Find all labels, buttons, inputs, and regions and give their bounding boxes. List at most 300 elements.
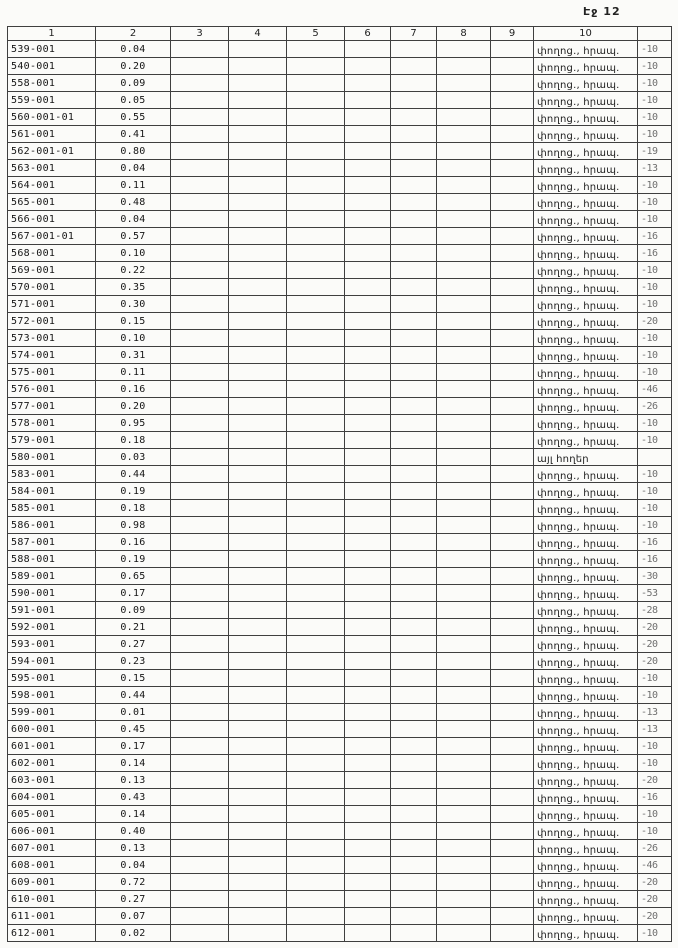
margin-mark: -46 bbox=[638, 857, 672, 874]
table-row bbox=[8, 670, 672, 687]
empty-cell bbox=[345, 823, 391, 840]
empty-cell bbox=[391, 806, 437, 823]
table-row bbox=[8, 449, 672, 466]
empty-cell bbox=[345, 687, 391, 704]
table-row bbox=[8, 551, 672, 568]
area-value-cell: 0.57 bbox=[96, 228, 171, 245]
empty-cell bbox=[391, 636, 437, 653]
area-value-cell: 0.15 bbox=[96, 313, 171, 330]
empty-cell bbox=[345, 296, 391, 313]
empty-cell bbox=[171, 143, 229, 160]
margin-mark: -20 bbox=[638, 891, 672, 908]
empty-cell bbox=[491, 568, 534, 585]
land-use-cell: փողոց., հրապ. bbox=[534, 585, 638, 602]
empty-cell bbox=[491, 58, 534, 75]
land-use-cell: փողոց., հրապ. bbox=[534, 262, 638, 279]
empty-cell bbox=[437, 126, 491, 143]
land-use-cell: փողոց., հրապ. bbox=[534, 602, 638, 619]
table-row bbox=[8, 313, 672, 330]
parcel-code-cell: 574-001 bbox=[8, 347, 96, 364]
empty-cell bbox=[437, 279, 491, 296]
empty-cell bbox=[491, 534, 534, 551]
land-use-cell: փողոց., հրապ. bbox=[534, 58, 638, 75]
column-header-8: 8 bbox=[437, 27, 491, 41]
area-value-cell: 0.13 bbox=[96, 772, 171, 789]
empty-cell bbox=[391, 619, 437, 636]
land-use-cell: փողոց., հրապ. bbox=[534, 279, 638, 296]
empty-cell bbox=[229, 211, 287, 228]
area-value-cell: 0.15 bbox=[96, 670, 171, 687]
empty-cell bbox=[391, 347, 437, 364]
table-row bbox=[8, 466, 672, 483]
empty-cell bbox=[229, 908, 287, 925]
area-value-cell: 0.65 bbox=[96, 568, 171, 585]
empty-cell bbox=[171, 126, 229, 143]
parcel-code-cell: 569-001 bbox=[8, 262, 96, 279]
empty-cell bbox=[437, 143, 491, 160]
empty-cell bbox=[345, 755, 391, 772]
empty-cell bbox=[171, 840, 229, 857]
parcel-code-cell: 567-001-01 bbox=[8, 228, 96, 245]
empty-cell bbox=[491, 891, 534, 908]
empty-cell bbox=[229, 58, 287, 75]
empty-cell bbox=[391, 41, 437, 58]
table-row bbox=[8, 823, 672, 840]
area-value-cell: 0.17 bbox=[96, 738, 171, 755]
empty-cell bbox=[171, 551, 229, 568]
margin-mark: -10 bbox=[638, 211, 672, 228]
area-value-cell: 0.19 bbox=[96, 483, 171, 500]
empty-cell bbox=[391, 398, 437, 415]
table-row bbox=[8, 330, 672, 347]
empty-cell bbox=[437, 738, 491, 755]
empty-cell bbox=[171, 432, 229, 449]
parcel-code-cell: 610-001 bbox=[8, 891, 96, 908]
table-row bbox=[8, 925, 672, 942]
empty-cell bbox=[229, 41, 287, 58]
table-row bbox=[8, 143, 672, 160]
empty-cell bbox=[437, 874, 491, 891]
area-value-cell: 0.80 bbox=[96, 143, 171, 160]
margin-mark: -10 bbox=[638, 738, 672, 755]
margin-mark: -20 bbox=[638, 772, 672, 789]
empty-cell bbox=[391, 925, 437, 942]
empty-cell bbox=[437, 296, 491, 313]
table-row bbox=[8, 687, 672, 704]
empty-cell bbox=[229, 279, 287, 296]
empty-cell bbox=[171, 313, 229, 330]
empty-cell bbox=[437, 466, 491, 483]
empty-cell bbox=[171, 534, 229, 551]
empty-cell bbox=[345, 568, 391, 585]
empty-cell bbox=[391, 109, 437, 126]
empty-cell bbox=[491, 517, 534, 534]
empty-cell bbox=[391, 364, 437, 381]
area-value-cell: 0.27 bbox=[96, 891, 171, 908]
empty-cell bbox=[345, 772, 391, 789]
empty-cell bbox=[171, 755, 229, 772]
empty-cell bbox=[437, 262, 491, 279]
empty-cell bbox=[437, 177, 491, 194]
land-use-cell: փողոց., հրապ. bbox=[534, 517, 638, 534]
empty-cell bbox=[391, 466, 437, 483]
table-row bbox=[8, 483, 672, 500]
empty-cell bbox=[345, 925, 391, 942]
empty-cell bbox=[391, 58, 437, 75]
empty-cell bbox=[345, 262, 391, 279]
empty-cell bbox=[391, 874, 437, 891]
empty-cell bbox=[391, 772, 437, 789]
area-value-cell: 0.44 bbox=[96, 466, 171, 483]
column-header-4: 4 bbox=[229, 27, 287, 41]
empty-cell bbox=[345, 398, 391, 415]
empty-cell bbox=[171, 279, 229, 296]
parcel-code-cell: 590-001 bbox=[8, 585, 96, 602]
table-row bbox=[8, 534, 672, 551]
empty-cell bbox=[171, 500, 229, 517]
table-row bbox=[8, 704, 672, 721]
land-use-cell: փողոց., հրապ. bbox=[534, 347, 638, 364]
margin-mark: -10 bbox=[638, 432, 672, 449]
area-value-cell: 0.14 bbox=[96, 806, 171, 823]
empty-cell bbox=[345, 75, 391, 92]
empty-cell bbox=[345, 126, 391, 143]
empty-cell bbox=[229, 313, 287, 330]
empty-cell bbox=[437, 585, 491, 602]
column-header-9: 9 bbox=[491, 27, 534, 41]
margin-mark: -10 bbox=[638, 466, 672, 483]
empty-cell bbox=[345, 704, 391, 721]
empty-cell bbox=[491, 279, 534, 296]
empty-cell bbox=[287, 313, 345, 330]
land-use-cell: փողոց., հրապ. bbox=[534, 160, 638, 177]
empty-cell bbox=[491, 228, 534, 245]
empty-cell bbox=[229, 177, 287, 194]
table-row bbox=[8, 432, 672, 449]
parcel-code-cell: 599-001 bbox=[8, 704, 96, 721]
land-use-cell: փողոց., հրապ. bbox=[534, 228, 638, 245]
empty-cell bbox=[287, 806, 345, 823]
area-value-cell: 0.44 bbox=[96, 687, 171, 704]
empty-cell bbox=[229, 143, 287, 160]
parcel-code-cell: 540-001 bbox=[8, 58, 96, 75]
margin-mark: -30 bbox=[638, 568, 672, 585]
table-row bbox=[8, 228, 672, 245]
empty-cell bbox=[171, 449, 229, 466]
empty-cell bbox=[391, 177, 437, 194]
margin-mark: -10 bbox=[638, 483, 672, 500]
empty-cell bbox=[287, 602, 345, 619]
empty-cell bbox=[287, 211, 345, 228]
table-row bbox=[8, 568, 672, 585]
empty-cell bbox=[171, 75, 229, 92]
parcel-code-cell: 577-001 bbox=[8, 398, 96, 415]
table-row bbox=[8, 381, 672, 398]
empty-cell bbox=[171, 398, 229, 415]
empty-cell bbox=[437, 432, 491, 449]
empty-cell bbox=[345, 585, 391, 602]
empty-cell bbox=[345, 840, 391, 857]
empty-cell bbox=[437, 925, 491, 942]
land-use-cell: փողոց., հրապ. bbox=[534, 75, 638, 92]
area-value-cell: 0.18 bbox=[96, 500, 171, 517]
empty-cell bbox=[391, 670, 437, 687]
land-use-cell: փողոց., հրապ. bbox=[534, 806, 638, 823]
empty-cell bbox=[491, 432, 534, 449]
table-row bbox=[8, 738, 672, 755]
empty-cell bbox=[287, 415, 345, 432]
empty-cell bbox=[491, 415, 534, 432]
empty-cell bbox=[437, 704, 491, 721]
empty-cell bbox=[345, 160, 391, 177]
area-value-cell: 0.16 bbox=[96, 381, 171, 398]
empty-cell bbox=[437, 534, 491, 551]
table-row bbox=[8, 772, 672, 789]
empty-cell bbox=[437, 653, 491, 670]
land-use-cell: փողոց., հրապ. bbox=[534, 245, 638, 262]
empty-cell bbox=[229, 75, 287, 92]
empty-cell bbox=[345, 109, 391, 126]
land-use-cell: փողոց., հրապ. bbox=[534, 330, 638, 347]
margin-mark: -10 bbox=[638, 109, 672, 126]
empty-cell bbox=[345, 449, 391, 466]
parcel-code-cell: 609-001 bbox=[8, 874, 96, 891]
empty-cell bbox=[437, 160, 491, 177]
margin-mark: -10 bbox=[638, 806, 672, 823]
empty-cell bbox=[287, 925, 345, 942]
empty-cell bbox=[171, 245, 229, 262]
empty-cell bbox=[491, 160, 534, 177]
parcel-code-cell: 570-001 bbox=[8, 279, 96, 296]
empty-cell bbox=[345, 194, 391, 211]
area-value-cell: 0.20 bbox=[96, 58, 171, 75]
area-value-cell: 0.23 bbox=[96, 653, 171, 670]
empty-cell bbox=[391, 330, 437, 347]
empty-cell bbox=[229, 296, 287, 313]
area-value-cell: 0.31 bbox=[96, 347, 171, 364]
empty-cell bbox=[437, 109, 491, 126]
empty-cell bbox=[345, 313, 391, 330]
margin-mark: -10 bbox=[638, 364, 672, 381]
empty-cell bbox=[171, 823, 229, 840]
empty-cell bbox=[345, 228, 391, 245]
margin-mark: -53 bbox=[638, 585, 672, 602]
parcel-code-cell: 568-001 bbox=[8, 245, 96, 262]
empty-cell bbox=[491, 177, 534, 194]
empty-cell bbox=[345, 619, 391, 636]
empty-cell bbox=[287, 262, 345, 279]
empty-cell bbox=[229, 568, 287, 585]
empty-cell bbox=[287, 670, 345, 687]
empty-cell bbox=[287, 789, 345, 806]
parcel-code-cell: 611-001 bbox=[8, 908, 96, 925]
parcel-code-cell: 576-001 bbox=[8, 381, 96, 398]
empty-cell bbox=[391, 585, 437, 602]
empty-cell bbox=[437, 415, 491, 432]
margin-mark: -10 bbox=[638, 296, 672, 313]
empty-cell bbox=[171, 364, 229, 381]
margin-mark: -10 bbox=[638, 279, 672, 296]
empty-cell bbox=[437, 245, 491, 262]
column-header-1: 1 bbox=[8, 27, 96, 41]
area-value-cell: 0.18 bbox=[96, 432, 171, 449]
empty-cell bbox=[287, 483, 345, 500]
margin-mark: -19 bbox=[638, 143, 672, 160]
empty-cell bbox=[171, 806, 229, 823]
empty-cell bbox=[287, 143, 345, 160]
empty-cell bbox=[491, 194, 534, 211]
table-row bbox=[8, 92, 672, 109]
area-value-cell: 0.21 bbox=[96, 619, 171, 636]
empty-cell bbox=[287, 347, 345, 364]
empty-cell bbox=[345, 670, 391, 687]
empty-cell bbox=[345, 347, 391, 364]
empty-cell bbox=[229, 245, 287, 262]
empty-cell bbox=[491, 721, 534, 738]
empty-cell bbox=[287, 41, 345, 58]
empty-cell bbox=[491, 755, 534, 772]
empty-cell bbox=[229, 449, 287, 466]
empty-cell bbox=[345, 602, 391, 619]
empty-cell bbox=[437, 602, 491, 619]
area-value-cell: 0.04 bbox=[96, 160, 171, 177]
column-header-7: 7 bbox=[391, 27, 437, 41]
margin-mark: -20 bbox=[638, 653, 672, 670]
empty-cell bbox=[287, 109, 345, 126]
area-value-cell: 0.14 bbox=[96, 755, 171, 772]
land-use-cell: փողոց., հրապ. bbox=[534, 109, 638, 126]
land-use-cell: փողոց., հրապ. bbox=[534, 908, 638, 925]
empty-cell bbox=[287, 568, 345, 585]
empty-cell bbox=[437, 857, 491, 874]
empty-cell bbox=[391, 313, 437, 330]
empty-cell bbox=[391, 262, 437, 279]
margin-mark: -10 bbox=[638, 75, 672, 92]
empty-cell bbox=[491, 92, 534, 109]
empty-cell bbox=[437, 551, 491, 568]
empty-cell bbox=[391, 908, 437, 925]
parcel-code-cell: 594-001 bbox=[8, 653, 96, 670]
empty-cell bbox=[491, 806, 534, 823]
land-use-cell: փողոց., հրապ. bbox=[534, 823, 638, 840]
land-use-cell: փողոց., հրապ. bbox=[534, 432, 638, 449]
empty-cell bbox=[437, 330, 491, 347]
land-use-cell: փողոց., հրապ. bbox=[534, 721, 638, 738]
empty-cell bbox=[437, 500, 491, 517]
empty-cell bbox=[229, 738, 287, 755]
land-use-cell: փողոց., հրապ. bbox=[534, 925, 638, 942]
empty-cell bbox=[437, 313, 491, 330]
empty-cell bbox=[229, 704, 287, 721]
land-use-cell: փողոց., հրապ. bbox=[534, 211, 638, 228]
empty-cell bbox=[229, 126, 287, 143]
margin-mark: -10 bbox=[638, 330, 672, 347]
empty-cell bbox=[229, 415, 287, 432]
table-row bbox=[8, 874, 672, 891]
table-row bbox=[8, 653, 672, 670]
empty-cell bbox=[437, 347, 491, 364]
empty-cell bbox=[391, 568, 437, 585]
area-value-cell: 0.03 bbox=[96, 449, 171, 466]
empty-cell bbox=[437, 41, 491, 58]
empty-cell bbox=[229, 772, 287, 789]
empty-cell bbox=[345, 500, 391, 517]
empty-cell bbox=[229, 483, 287, 500]
empty-cell bbox=[229, 687, 287, 704]
empty-cell bbox=[391, 704, 437, 721]
parcel-code-cell: 602-001 bbox=[8, 755, 96, 772]
empty-cell bbox=[391, 245, 437, 262]
parcel-code-cell: 606-001 bbox=[8, 823, 96, 840]
empty-cell bbox=[287, 58, 345, 75]
empty-cell bbox=[491, 823, 534, 840]
empty-cell bbox=[437, 364, 491, 381]
empty-cell bbox=[171, 585, 229, 602]
empty-cell bbox=[171, 296, 229, 313]
land-use-cell: փողոց., հրապ. bbox=[534, 704, 638, 721]
empty-cell bbox=[229, 228, 287, 245]
table-row bbox=[8, 126, 672, 143]
empty-cell bbox=[391, 160, 437, 177]
table-row bbox=[8, 296, 672, 313]
empty-cell bbox=[491, 738, 534, 755]
empty-cell bbox=[491, 619, 534, 636]
land-use-cell: փողոց., հրապ. bbox=[534, 772, 638, 789]
margin-mark: -10 bbox=[638, 58, 672, 75]
empty-cell bbox=[229, 364, 287, 381]
empty-cell bbox=[391, 415, 437, 432]
empty-cell bbox=[345, 857, 391, 874]
empty-cell bbox=[391, 823, 437, 840]
empty-cell bbox=[287, 75, 345, 92]
empty-cell bbox=[171, 109, 229, 126]
empty-cell bbox=[345, 806, 391, 823]
empty-cell bbox=[391, 840, 437, 857]
parcel-code-cell: 571-001 bbox=[8, 296, 96, 313]
empty-cell bbox=[491, 313, 534, 330]
empty-cell bbox=[229, 925, 287, 942]
parcel-code-cell: 565-001 bbox=[8, 194, 96, 211]
empty-cell bbox=[171, 415, 229, 432]
parcel-code-cell: 601-001 bbox=[8, 738, 96, 755]
empty-cell bbox=[229, 194, 287, 211]
empty-cell bbox=[345, 483, 391, 500]
empty-cell bbox=[171, 908, 229, 925]
empty-cell bbox=[171, 653, 229, 670]
table-row bbox=[8, 619, 672, 636]
margin-mark: -13 bbox=[638, 721, 672, 738]
empty-cell bbox=[491, 483, 534, 500]
table-row bbox=[8, 636, 672, 653]
table-row bbox=[8, 415, 672, 432]
land-use-cell: փողոց., հրապ. bbox=[534, 891, 638, 908]
empty-cell bbox=[345, 177, 391, 194]
empty-cell bbox=[437, 194, 491, 211]
area-value-cell: 0.11 bbox=[96, 364, 171, 381]
empty-cell bbox=[391, 194, 437, 211]
column-header-2: 2 bbox=[96, 27, 171, 41]
empty-cell bbox=[287, 398, 345, 415]
empty-cell bbox=[171, 772, 229, 789]
parcel-code-cell: 580-001 bbox=[8, 449, 96, 466]
parcel-code-cell: 566-001 bbox=[8, 211, 96, 228]
margin-mark: -20 bbox=[638, 313, 672, 330]
empty-cell bbox=[391, 517, 437, 534]
margin-mark: -13 bbox=[638, 160, 672, 177]
empty-cell bbox=[391, 75, 437, 92]
land-use-cell: փողոց., հրապ. bbox=[534, 313, 638, 330]
empty-cell bbox=[171, 925, 229, 942]
